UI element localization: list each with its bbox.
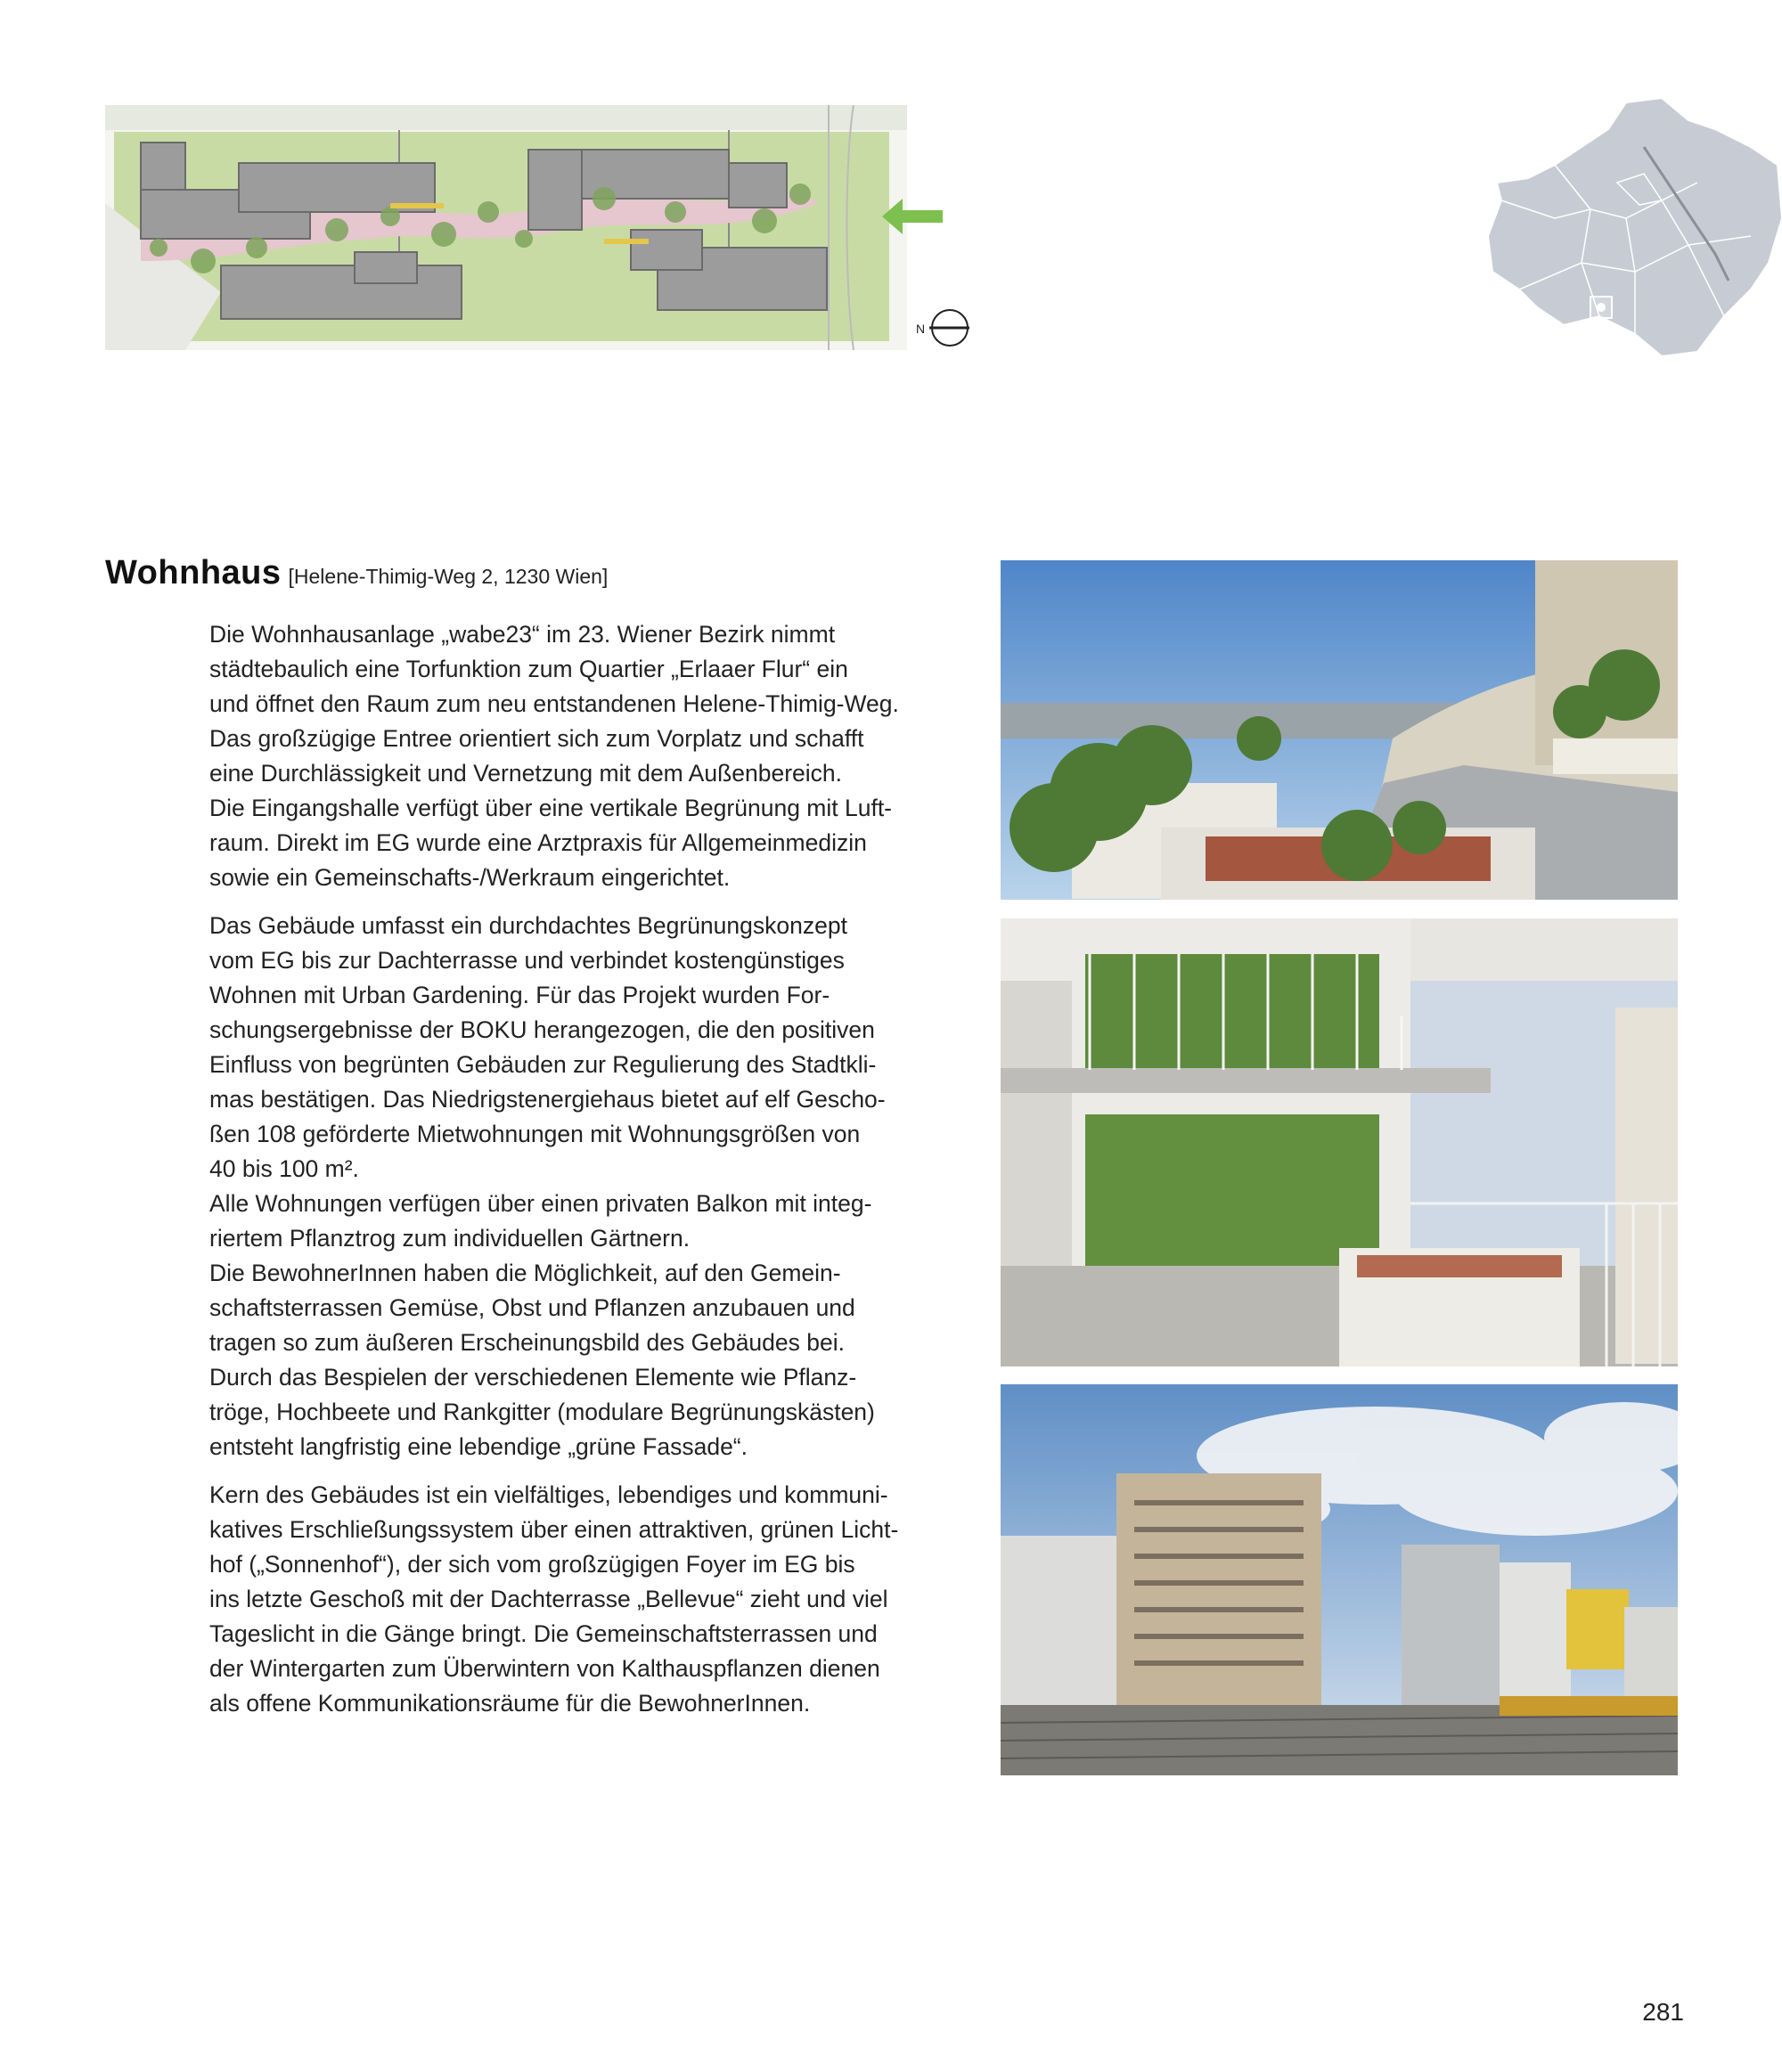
north-arrow-icon (916, 310, 969, 346)
text-line: Alle Wohnungen verfügen über einen privaten Balkon mit integ- (209, 1190, 872, 1217)
text-line: ßen 108 geförderte Mietwohnungen mit Wohnungsgrößen von (209, 1121, 861, 1147)
text-line: schaftsterrassen Gemüse, Obst und Pflanzen anzubauen und (209, 1294, 855, 1321)
text-line: tragen so zum äußeren Erscheinungsbild des Gebäudes bei. (209, 1329, 845, 1356)
text-line: als offene Kommunikationsräume für die BewohnerInnen. (209, 1690, 811, 1717)
text-line: Tageslicht in die Gänge bringt. Die Gemeinschaftsterrassen und (209, 1620, 878, 1647)
text-line: Das Gebäude umfasst ein durchdachtes Begrünungskonzept (209, 912, 847, 939)
text-line: sowie ein Gemeinschafts-/Werkraum eingerichtet. (209, 864, 731, 891)
text-line: Einfluss von begrünten Gebäuden zur Regulierung des Stadtkli- (209, 1051, 877, 1078)
text-line: raum. Direkt im EG wurde eine Arztpraxis für Allgemeinmedizin (209, 829, 867, 856)
paragraph-2 (209, 909, 913, 1464)
paragraph-3 (209, 1478, 913, 1721)
text-line: Die Eingangshalle verfügt über eine vertikale Begrünung mit Luft- (209, 795, 893, 821)
body-text (209, 617, 913, 1734)
photo-roof-terrace (1001, 560, 1678, 900)
text-line: eine Durchlässigkeit und Vernetzung mit dem Außenbereich. (209, 760, 843, 787)
text-line: entsteht langfristig eine lebendige „grüne Fassade“. (209, 1433, 748, 1460)
text-line: mas bestätigen. Das Niedrigstenergiehaus bietet auf elf Gescho- (209, 1086, 886, 1113)
text-line: vom EG bis zur Dachterrasse und verbindet kostengünstiges (209, 947, 845, 974)
site-plan (105, 105, 978, 355)
text-line: riertem Pflanztrog zum individuellen Gärtnern. (209, 1225, 691, 1252)
text-line: Das großzügige Entree orientiert sich zum Vorplatz und schafft (209, 725, 864, 752)
text-line: tröge, Hochbeete und Rankgitter (modulare Begrünungskästen) (209, 1399, 875, 1425)
text-line: Kern des Gebäudes ist ein vielfältiges, lebendiges und kommuni- (209, 1481, 888, 1508)
paragraph-1 (209, 617, 913, 895)
location-marker-icon (1590, 297, 1612, 318)
title-row (105, 554, 996, 592)
text-line: Wohnen mit Urban Gardening. Für das Projekt wurden For- (209, 982, 830, 1008)
text-line: katives Erschließungssystem über einen attraktiven, grünen Licht- (209, 1516, 899, 1543)
text-line: städtebaulich eine Torfunktion zum Quartier „Erlaaer Flur“ ein (209, 656, 848, 682)
page-number: 281 (1642, 1998, 1684, 2026)
page-heading: Wohnhaus (105, 554, 282, 591)
text-line: hof („Sonnenhof“), der sich vom großzügigen Foyer im EG bis (209, 1551, 855, 1578)
text-line: der Wintergarten zum Überwintern von Kalthauspflanzen dienen (209, 1655, 880, 1682)
vienna-district-map (1484, 94, 1782, 361)
text-line: Durch das Bespielen der verschiedenen Elemente wie Pflanz- (209, 1364, 857, 1391)
text-line: ins letzte Geschoß mit der Dachterrasse „Bellevue“ zieht und viel (209, 1586, 888, 1612)
address-label: [Helene-Thimig-Weg 2, 1230 Wien] (288, 565, 609, 588)
text-line: schungsergebnisse der BOKU herangezogen, die den positiven (209, 1016, 875, 1043)
svg-text:N: N (916, 322, 926, 336)
text-line: und öffnet den Raum zum neu entstandenen Helene-Thimig-Weg. (209, 690, 899, 717)
photo-building-exterior (1001, 1384, 1678, 1775)
photo-green-wall-balcony (1001, 918, 1678, 1366)
text-line: Die Wohnhausanlage „wabe23“ im 23. Wiener Bezirk nimmt (209, 621, 836, 648)
text-line: Die BewohnerInnen haben die Möglichkeit, auf den Gemein- (209, 1260, 841, 1286)
text-line: 40 bis 100 m². (209, 1155, 359, 1182)
